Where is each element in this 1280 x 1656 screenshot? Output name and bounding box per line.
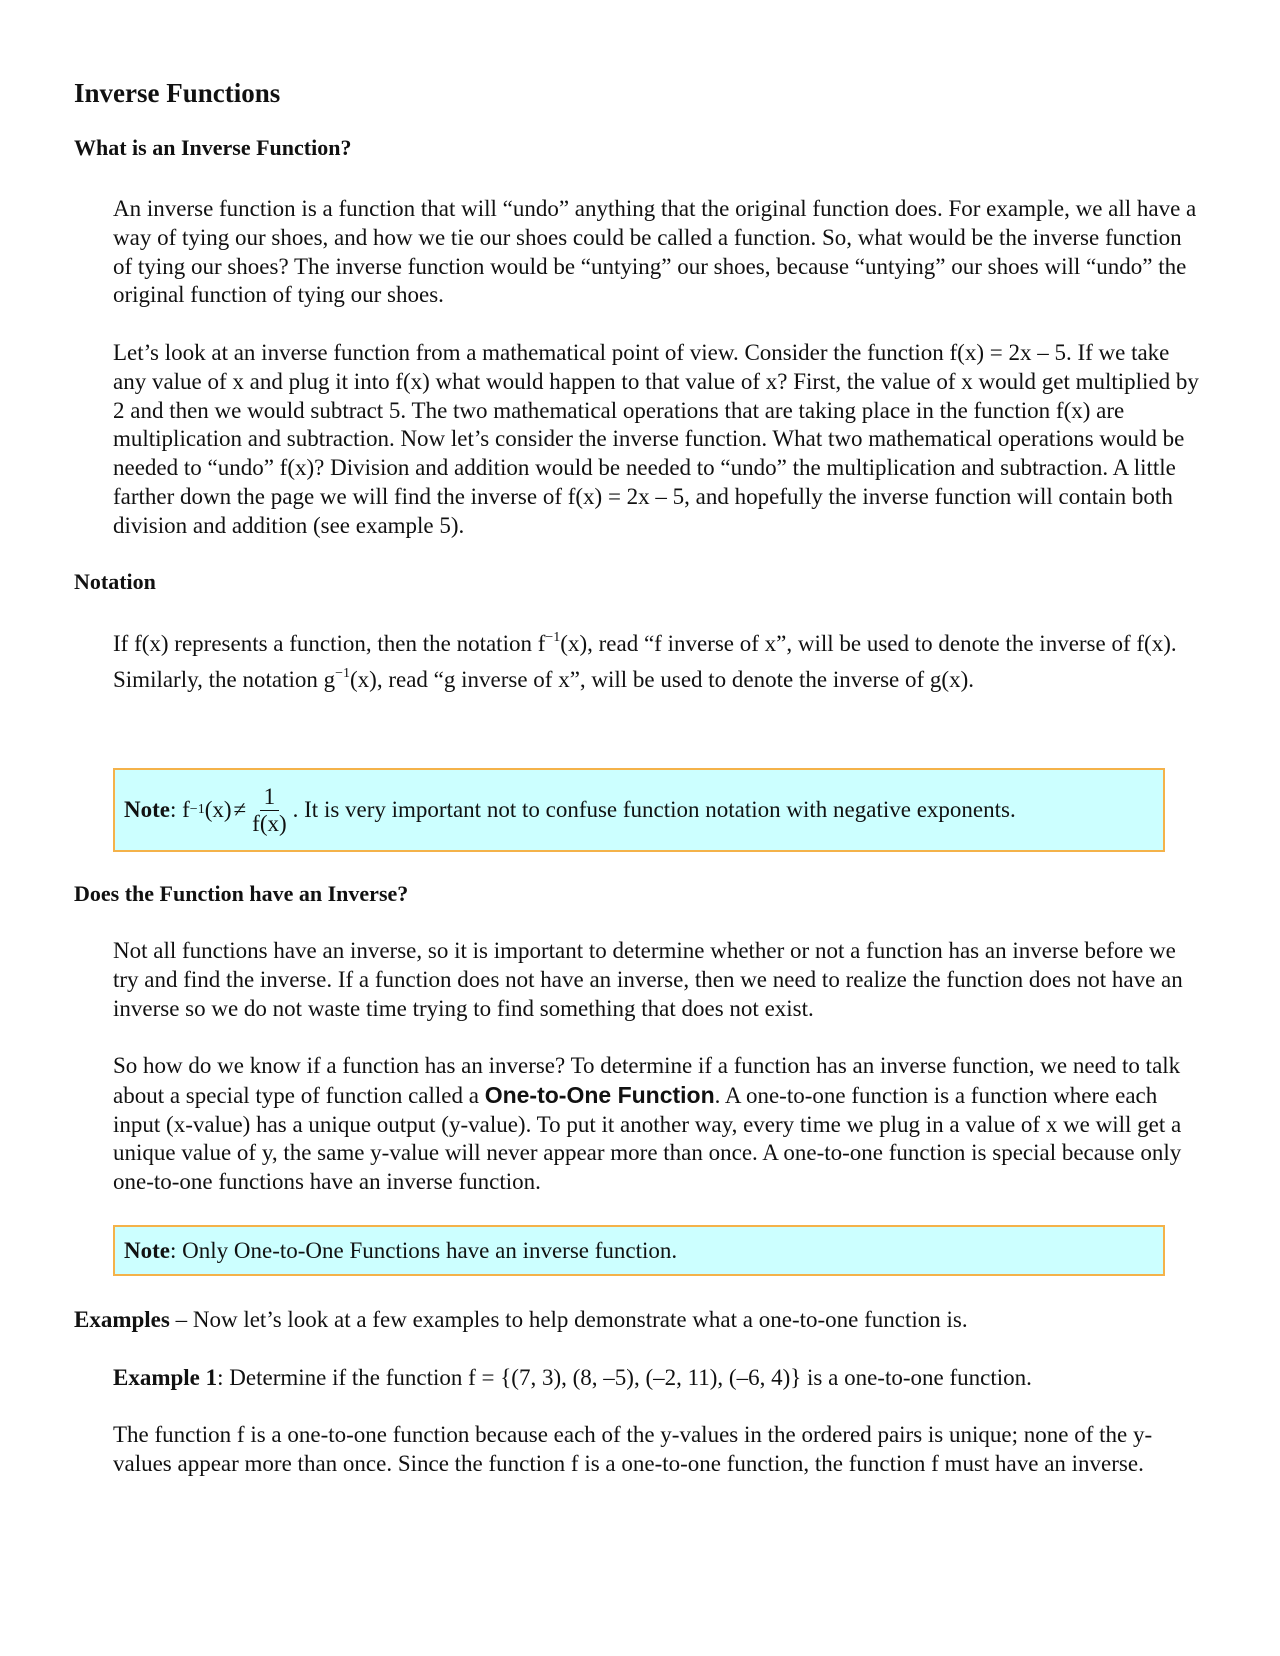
note-label: Note xyxy=(124,1237,170,1263)
fraction-one-over-fx: $\frac{1}{f(x)}$ xyxy=(252,783,287,836)
example-1-question: Example 1: Determine if the function f = {(7, 3), (8, –5), (–2, 11), (–6, 4)} is a one-to-one function. xyxy=(113,1365,1032,1390)
note-text: . It is very important not to confuse function notation with negative exponents. xyxy=(292,797,1016,822)
examples-intro: Examples – Now let’s look at a few examples to help demonstrate what a one-to-one function is. xyxy=(74,1307,968,1332)
section-heading-does-inverse: Does the Function have an Inverse? xyxy=(74,881,409,906)
example-1-answer: The function f is a one-to-one function because each of the y-values in the ordered pairs is unique; none of the y-values appear more than once. Since the function f is a one-to-one function, the function f must have an inverse. xyxy=(113,1422,1153,1476)
note-box-notation: Note : f −1 (x) ≠ $\frac{1}{f(x)}$ . It is very important not to confuse function notation with negative exponents. xyxy=(113,768,1165,852)
note-formula: f −1 (x) ≠ $\frac{1}{f(x)}$ xyxy=(182,783,287,836)
f-inverse-symbol: $f^{-1}(x)$, xyxy=(537,630,593,656)
paragraph-not-all-functions: Not all functions have an inverse, so it is important to determine whether or not a function has an inverse before we try and find the inverse. If a function does not have an inverse, then we need to realize the function does not have an inverse so we do not waste time trying to find something that does not exist. xyxy=(113,938,1183,1021)
page-title: Inverse Functions xyxy=(74,78,281,108)
one-to-one-term: One-to-One Function xyxy=(484,1081,715,1108)
paragraph-math-view: Let’s look at an inverse function from a mathematical point of view. Consider the function f(x) = 2x – 5. If we take any value of x and plug it into f(x) what would happen to that value of x? First, the value of x would get multiplied by 2 and then we would subtract 5. The two mathematical operations that are taking place in the function f(x) are multiplication and subtraction. Now let’s consider the inverse function. What two mathematical operations would be needed to “undo” f(x)? Division and addition would be needed to “undo” the multiplication and subtraction. A little farther down the page we will find the inverse of f(x) = 2x – 5, and hopefully the inverse function will contain both division and addition (see example 5). xyxy=(113,340,1199,538)
notation-text-2: read “f inverse of x”, will be used to denote the inverse of f(x). Similarly, the notation xyxy=(113,631,1177,692)
notation-text-1: If f(x) represents a function, then the notation xyxy=(113,631,538,656)
paragraph-one-to-one: So how do we know if a function has an inverse? To determine if a function has an inverse function, we need to talk about a special type of function called a One-to-One Function. A one-to-one function is a function where each input (x-value) has a unique output (y-value). To put it another way, every time we plug in a value of x we will get a unique value of y, the same y-value will never appear more than once. A one-to-one function is special because only one-to-one functions have an inverse function. xyxy=(113,1053,1182,1195)
g-inverse-symbol: $g^{-1}(x)$, xyxy=(323,666,383,692)
paragraph-undo-intro: An inverse function is a function that will “undo” anything that the original function does. For example, we all have a way of tying our shoes, and how we tie our shoes could be called a function. So, what would be the inverse function of tying our shoes? The inverse function would be “untying” our shoes, because “untying” our shoes will “undo” the original function of tying our shoes. xyxy=(113,196,1197,308)
section-heading-what-is: What is an Inverse Function? xyxy=(74,135,352,160)
note-box-one-to-one xyxy=(113,1225,1165,1276)
note-label: Note xyxy=(124,797,170,822)
notation-text-3: read “g inverse of x”, will be used to denote the inverse of g(x). xyxy=(382,667,974,692)
paragraph-notation xyxy=(113,626,1203,698)
section-heading-notation: Notation xyxy=(74,569,156,594)
note-text: : Only One-to-One Functions have an inverse function. xyxy=(169,1237,678,1263)
